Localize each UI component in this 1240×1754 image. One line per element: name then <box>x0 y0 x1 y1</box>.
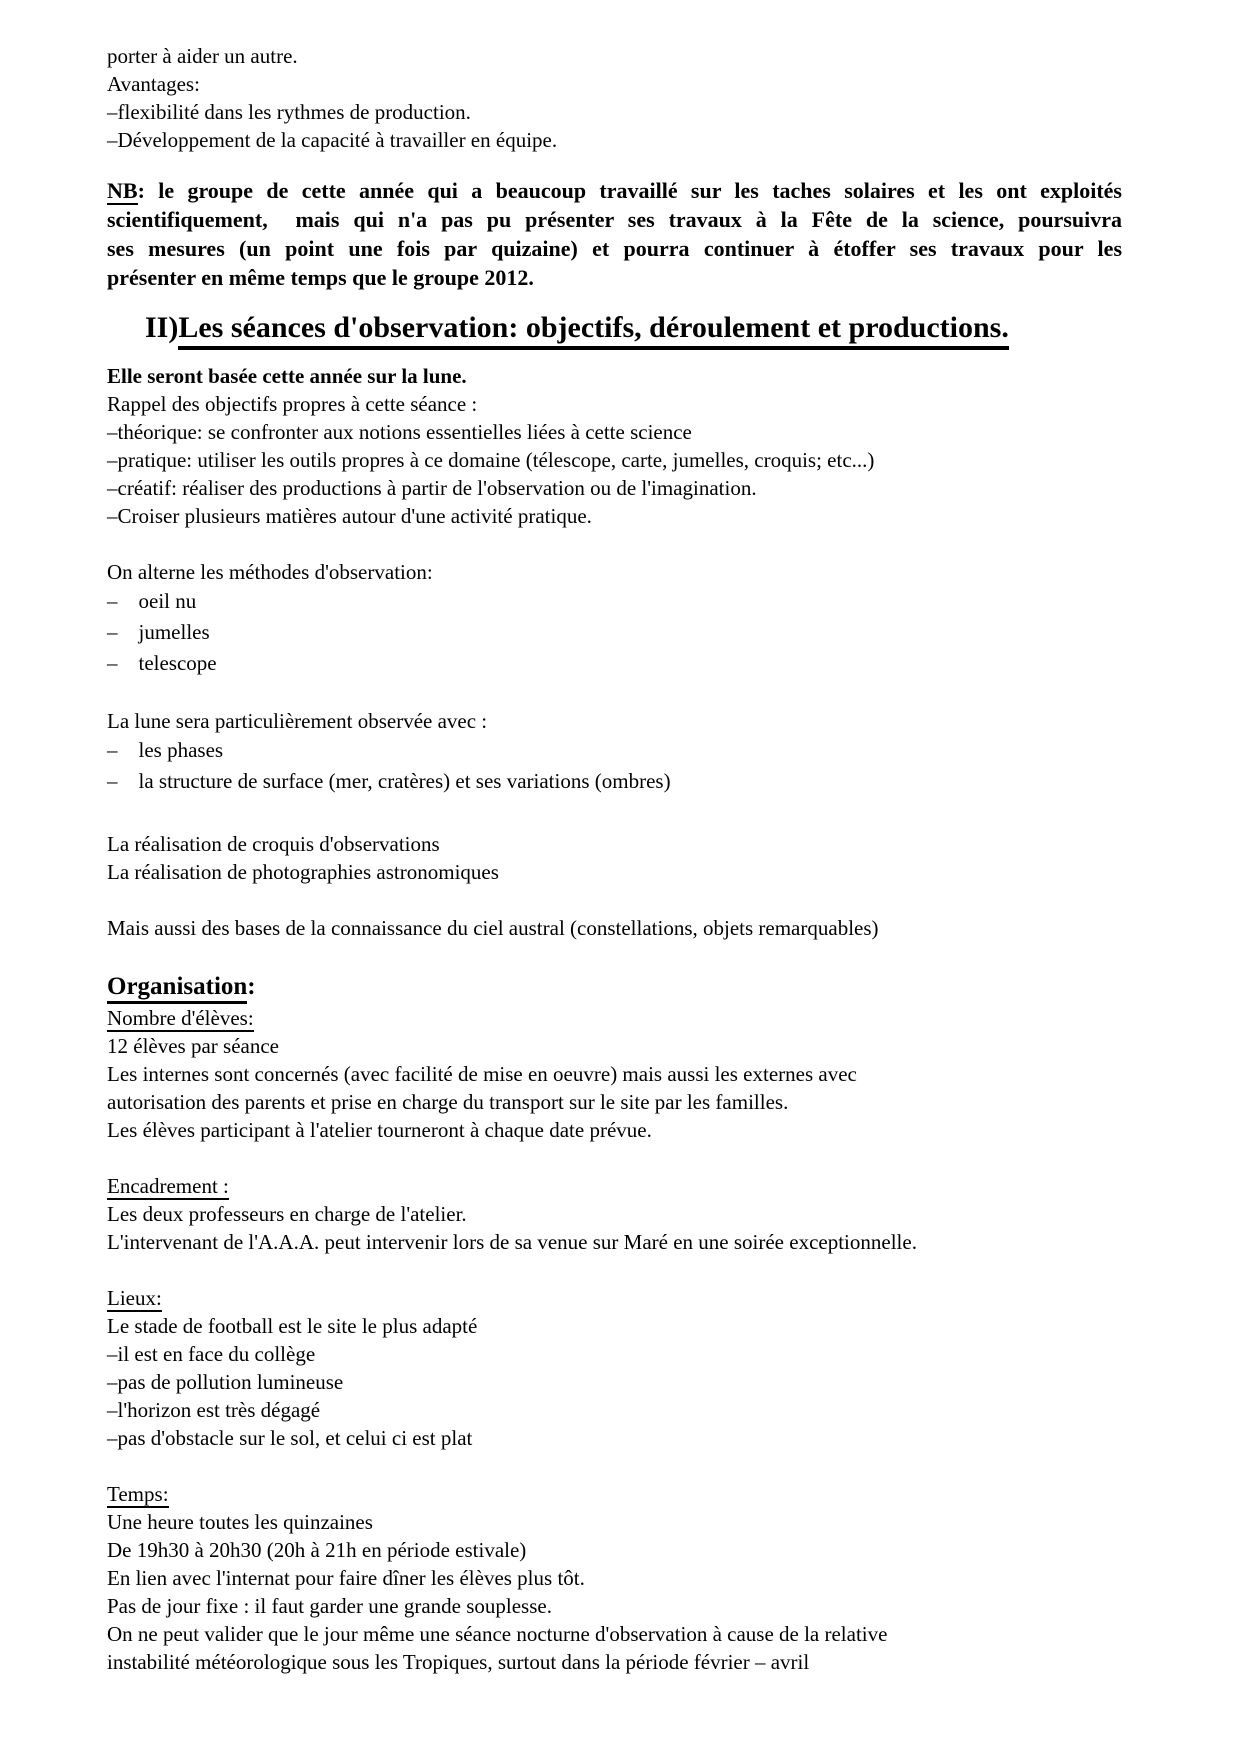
text-segment: Pas de jour fixe : il faut garder une grande souplesse. <box>107 1594 552 1618</box>
text-segment: –flexibilité dans les rythmes de production. <box>107 100 471 124</box>
paragraph-line <box>107 1592 1122 1620</box>
paragraph-line <box>107 126 1122 154</box>
paragraph-line <box>107 98 1122 126</box>
text-segment: La lune sera particulièrement observée avec : <box>107 709 488 733</box>
blank-line <box>107 530 1122 558</box>
text-segment: Les élèves participant à l'atelier tourneront à chaque date prévue. <box>107 1118 652 1142</box>
paragraph-line <box>107 1312 1122 1340</box>
blank-line <box>107 797 1122 825</box>
paragraph-line <box>107 446 1122 474</box>
nb-note-line <box>107 234 1122 263</box>
text-segment: On alterne les méthodes d'observation: <box>107 560 433 584</box>
paragraph-line <box>107 1648 1122 1676</box>
list-item <box>107 617 1122 648</box>
text-segment: Mais aussi des bases de la connaissance du ciel austral (constellations, objets remarquables) <box>107 916 879 940</box>
list-item <box>107 648 1122 679</box>
section-heading-observation <box>107 306 1122 350</box>
paragraph-line <box>107 1088 1122 1116</box>
subheading-temps <box>107 1480 1122 1508</box>
text-segment: présenter en même temps que le groupe 2012. <box>107 265 534 290</box>
underlined-text-segment: Nombre d'élèves: <box>107 1006 254 1030</box>
blank-line <box>107 1144 1122 1172</box>
paragraph-line <box>107 502 1122 530</box>
paragraph-line <box>107 390 1122 418</box>
paragraph-line <box>107 558 1122 586</box>
text-segment: porter à aider un autre. <box>107 44 298 68</box>
paragraph-line <box>107 1396 1122 1424</box>
paragraph-line <box>107 1508 1122 1536</box>
text-segment: : le groupe de cette année qui a beaucoup travaillé sur les taches solaires et les ont exploités <box>137 178 1122 203</box>
text-segment: : <box>247 973 256 1000</box>
blank-line <box>107 1256 1122 1284</box>
text-segment: De 19h30 à 20h30 (20h à 21h en période estivale) <box>107 1538 527 1562</box>
paragraph-line <box>107 1564 1122 1592</box>
paragraph-line <box>107 1200 1122 1228</box>
blank-line <box>107 154 1122 176</box>
heading-organisation <box>107 970 1122 1004</box>
list-item <box>107 586 1122 617</box>
paragraph-line <box>107 1536 1122 1564</box>
text-segment: –pas d'obstacle sur le sol, et celui ci est plat <box>107 1426 473 1450</box>
paragraph-line <box>107 1424 1122 1452</box>
paragraph-line <box>107 1340 1122 1368</box>
text-segment: L'intervenant de l'A.A.A. peut intervenir lors de sa venue sur Maré en une soirée exceptionnelle. <box>107 1230 917 1254</box>
list-item <box>107 766 1122 797</box>
text-segment: –pratique: utiliser les outils propres à ce domaine (télescope, carte, jumelles, croquis; etc...) <box>107 448 875 472</box>
text-segment: –il est en face du collège <box>107 1342 316 1366</box>
subheading-encadrement <box>107 1172 1122 1200</box>
text-segment: La réalisation de photographies astronomiques <box>107 860 499 884</box>
text-segment: – la structure de surface (mer, cratères) et ses variations (ombres) <box>107 769 671 793</box>
text-segment: Avantages: <box>107 72 200 96</box>
paragraph-line <box>107 1228 1122 1256</box>
text-segment: Une heure toutes les quinzaines <box>107 1510 373 1534</box>
paragraph-line <box>107 914 1122 942</box>
paragraph-line <box>107 830 1122 858</box>
text-segment: – les phases <box>107 738 224 762</box>
text-segment: En lien avec l'internat pour faire dîner les élèves plus tôt. <box>107 1566 585 1590</box>
text-segment: Le stade de football est le site le plus adapté <box>107 1314 478 1338</box>
text-segment: Les internes sont concernés (avec facilité de mise en oeuvre) mais aussi les externes avec <box>107 1062 857 1086</box>
blank-line <box>107 886 1122 914</box>
text-segment: – jumelles <box>107 620 210 644</box>
underlined-text-segment: Organisation <box>107 973 247 1004</box>
paragraph-line <box>107 1060 1122 1088</box>
text-segment: Elle seront basée cette année sur la lune. <box>107 364 467 388</box>
nb-note-line <box>107 176 1122 205</box>
nb-note-line <box>107 263 1122 292</box>
subheading-lieux <box>107 1284 1122 1312</box>
text-segment: –l'horizon est très dégagé <box>107 1398 321 1422</box>
text-segment: scientifiquement, mais qui n'a pas pu présenter ses travaux à la Fête de la science, poursuivra <box>107 207 1122 232</box>
text-segment: On ne peut valider que le jour même une séance nocturne d'observation à cause de la relative <box>107 1622 888 1646</box>
nb-note-line <box>107 205 1122 234</box>
underlined-text-segment: NB <box>107 178 138 203</box>
list-item <box>107 735 1122 766</box>
paragraph-line <box>107 42 1122 70</box>
blank-line <box>107 942 1122 970</box>
paragraph-line <box>107 1116 1122 1144</box>
text-segment: –créatif: réaliser des productions à partir de l'observation ou de l'imagination. <box>107 476 757 500</box>
document-body <box>107 42 1122 1676</box>
paragraph-line <box>107 1032 1122 1060</box>
text-segment: –théorique: se confronter aux notions essentielles liées à cette science <box>107 420 692 444</box>
underlined-text-segment: Temps: <box>107 1482 169 1506</box>
text-segment: instabilité météorologique sous les Tropiques, surtout dans la période février – avril <box>107 1650 810 1674</box>
paragraph-line <box>107 1368 1122 1396</box>
underlined-text-segment: Les séances d'observation: objectifs, déroulement et productions. <box>178 311 1009 350</box>
blank-line <box>107 1452 1122 1480</box>
paragraph-line <box>107 474 1122 502</box>
subheading-nombre-d-eleves <box>107 1004 1122 1032</box>
text-segment: Les deux professeurs en charge de l'atelier. <box>107 1202 467 1226</box>
text-segment: Rappel des objectifs propres à cette séance : <box>107 392 478 416</box>
text-segment: –Croiser plusieurs matières autour d'une activité pratique. <box>107 504 592 528</box>
paragraph-line <box>107 707 1122 735</box>
paragraph-line <box>107 70 1122 98</box>
text-segment: ses mesures (un point une fois par quizaine) et pourra continuer à étoffer ses travaux pour les <box>107 236 1122 261</box>
text-segment: 12 élèves par séance <box>107 1034 279 1058</box>
underlined-text-segment: Lieux: <box>107 1286 162 1310</box>
underlined-text-segment: Encadrement : <box>107 1174 229 1198</box>
paragraph-line <box>107 418 1122 446</box>
blank-line <box>107 679 1122 707</box>
text-segment: – telescope <box>107 651 217 675</box>
paragraph-line <box>107 1620 1122 1648</box>
text-segment: – oeil nu <box>107 589 197 613</box>
text-segment: autorisation des parents et prise en charge du transport sur le site par les familles. <box>107 1090 789 1114</box>
text-segment: II) <box>145 311 179 344</box>
paragraph-line <box>107 858 1122 886</box>
text-segment: –pas de pollution lumineuse <box>107 1370 344 1394</box>
paragraph-line <box>107 362 1122 390</box>
text-segment: –Développement de la capacité à travailler en équipe. <box>107 128 558 152</box>
text-segment: La réalisation de croquis d'observations <box>107 832 440 856</box>
